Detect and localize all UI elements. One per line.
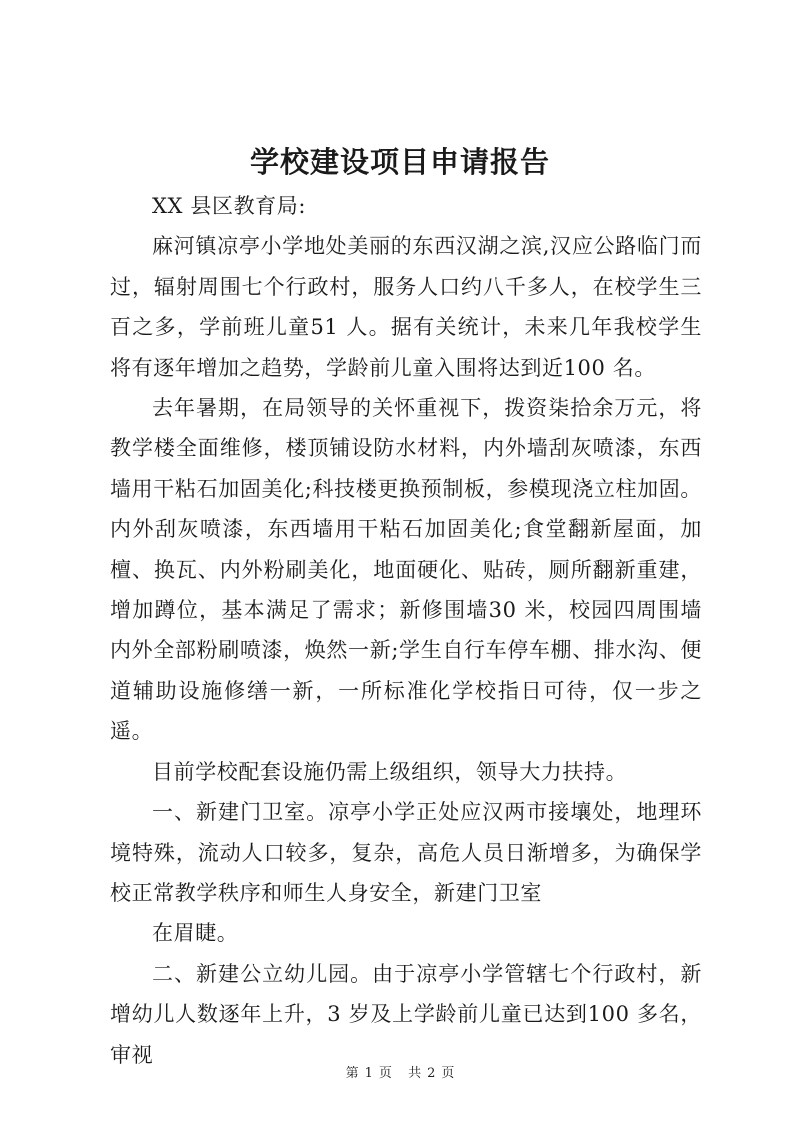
item-one-paragraph: 一、新建门卫室。凉亭小学正处应汉两市接壤处，地理环境特殊，流动人口较多，复杂，高危人员日渐增多，为确保学校正常教学秩序和师生人身安全，新建门卫室 [110,800,702,905]
item-two-paragraph: 二、新建公立幼儿园。由于凉亭小学管辖七个行政村，新增幼儿人数逐年上升，3 岁及上学龄前儿童已达到100 多名，审视 [110,961,702,1067]
intro-paragraph: 麻河镇凉亭小学地处美丽的东西汉湖之滨,汉应公路临门而过，辐射周围七个行政村，服务人口约八千多人，在校学生三百之多，学前班儿童51 人。据有关统计，未来几年我校学生将有逐年增加之趋势，学龄前儿童入围将达到近100 名。 [110,234,702,380]
page-current: 1 [364,1066,373,1081]
page-number [343,1066,395,1081]
total-label: 共 [408,1066,422,1081]
total-count: 2 [427,1066,436,1081]
page-unit: 页 [378,1066,392,1081]
salutation-paragraph: XX 县区教育局: [152,194,307,218]
document-body [110,186,702,1075]
item-one-continuation-paragraph: 在眉睫。 [152,921,239,946]
total-unit: 页 [441,1066,455,1081]
page-total [405,1066,457,1081]
document-title: 学校建设项目申请报告 [249,145,550,179]
page-label: 第 [345,1066,359,1081]
renovation-paragraph: 去年暑期，在局领导的关怀重视下，拨资柒拾余万元，将教学楼全面维修，楼顶铺设防水材料，内外墙刮灰喷漆，东西墙用干粘石加固美化;科技楼更换预制板，参模现浇立柱加固。内外刮灰喷漆，东西墙用干粘石加固美化;食堂翻新屋面，加檀、换瓦、内外粉刷美化，地面硬化、贴砖，厕所翻新重建，增加蹲位，基本满足了需求；新修围墙30 米，校园四周围墙内外全部粉刷喷漆，焕然一新;学生自行车停车棚、排水沟、便道辅助设施修缮一新，一所标准化学校指日可待，仅一步之遥。 [110,396,702,744]
support-request-paragraph: 目前学校配套设施仍需上级组织，领导大力扶持。 [152,759,628,784]
page-footer [0,1064,800,1084]
